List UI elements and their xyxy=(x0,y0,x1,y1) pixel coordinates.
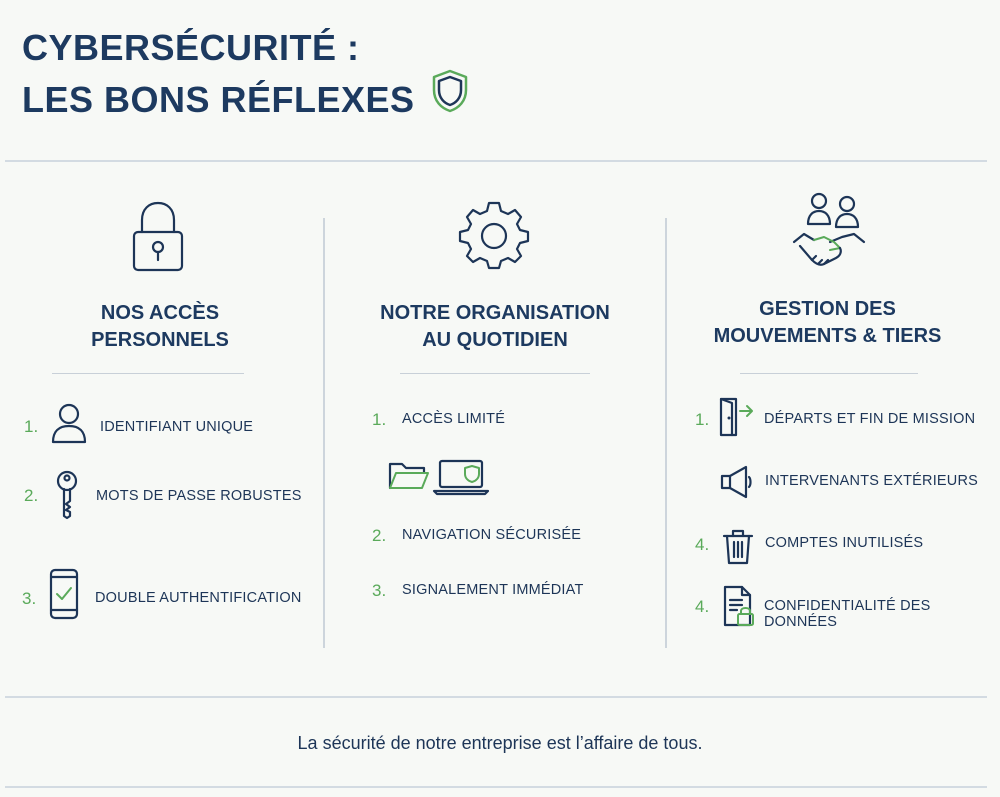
column-title-line: GESTION DES xyxy=(759,298,896,320)
item-number: 4. xyxy=(695,597,710,616)
column-separator xyxy=(665,218,667,648)
smartphone-check-icon xyxy=(48,568,80,620)
footer-divider-bottom xyxy=(5,786,987,788)
item-number: 4. xyxy=(695,535,710,554)
column-title-line: NOS ACCÈS xyxy=(100,302,220,324)
list-item-label: IDENTIFIANT UNIQUE xyxy=(100,419,254,435)
list-item-label: SIGNALEMENT IMMÉDIAT xyxy=(402,582,584,598)
title-line-1: CYBERSÉCURITÉ : xyxy=(22,27,360,68)
item-number: 3. xyxy=(22,589,37,608)
list-item-label: CONFIDENTIALITÉ DES DONNÉES xyxy=(764,598,931,630)
user-icon xyxy=(50,402,88,444)
document-lock-icon xyxy=(722,584,758,628)
column-title-organisation xyxy=(345,300,645,354)
list-item-label: INTERVENANTS EXTÉRIEURS xyxy=(765,473,979,489)
column-divider xyxy=(400,373,590,374)
item-number: 1. xyxy=(372,410,387,429)
list-item-label: MOTS DE PASSE ROBUSTES xyxy=(96,488,302,504)
item-number: 1. xyxy=(695,410,710,429)
title-line-2: LES BONS RÉFLEXES xyxy=(22,79,415,120)
list-item-label: DOUBLE AUTHENTIFICATION xyxy=(95,590,302,606)
key-icon xyxy=(54,470,80,520)
column-title-line: AU QUOTIDIEN xyxy=(422,329,568,351)
item-number: 3. xyxy=(372,581,387,600)
column-divider xyxy=(52,373,244,374)
column-title-line: NOTRE ORGANISATION xyxy=(380,302,610,324)
gear-icon xyxy=(458,200,530,272)
column-title-access xyxy=(60,300,260,354)
megaphone-icon xyxy=(718,464,754,500)
folder-icon xyxy=(388,460,430,492)
list-item-label: ACCÈS LIMITÉ xyxy=(402,411,506,427)
people-handshake-icon xyxy=(790,190,868,276)
list-item-label: DÉPARTS ET FIN DE MISSION xyxy=(764,411,976,427)
shield-icon xyxy=(430,68,470,114)
list-item-label: NAVIGATION SÉCURISÉE xyxy=(402,527,582,543)
footer-text: La sécurité de notre entreprise est l’affaire de tous. xyxy=(297,733,703,753)
column-divider xyxy=(740,373,918,374)
column-title-line: PERSONNELS xyxy=(91,329,229,351)
item-number: 1. xyxy=(24,417,39,436)
door-exit-icon xyxy=(718,396,756,438)
list-item-label: COMPTES INUTILISÉS xyxy=(765,535,924,551)
column-separator xyxy=(323,218,325,648)
laptop-shield-icon xyxy=(432,458,490,496)
footer-divider-top xyxy=(5,696,987,698)
column-title-movements xyxy=(680,296,975,350)
item-number: 2. xyxy=(372,526,387,545)
trash-icon xyxy=(722,528,754,566)
padlock-icon xyxy=(130,200,186,274)
column-title-line: MOUVEMENTS & TIERS xyxy=(713,325,942,347)
page-title xyxy=(22,22,415,126)
item-number: 2. xyxy=(24,486,39,505)
header-divider xyxy=(5,160,987,162)
